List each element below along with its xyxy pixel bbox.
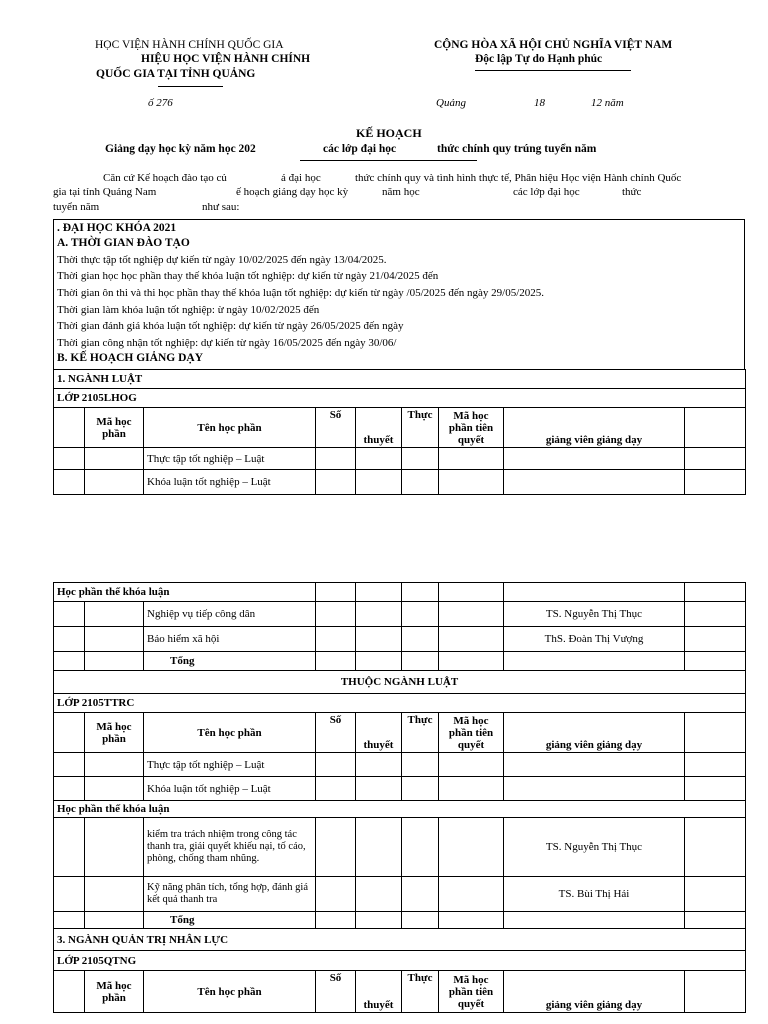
intro-text: tuyển năm (53, 201, 100, 213)
course-name: Kỹ năng phân tích, tổng hợp, đánh giá kết quả thanh tra (144, 877, 316, 912)
replacement-group: Học phần thế khóa luận (54, 583, 316, 602)
major-heading: THUỘC NGÀNH LUẬT (54, 671, 746, 694)
header-branch-1: HIỆU HỌC VIỆN HÀNH CHÍNH (141, 53, 311, 65)
col-lecturer: giảng viên giảng dạy (504, 713, 685, 753)
doc-day: 18 (534, 97, 545, 109)
doc-number: ố 276 (148, 97, 173, 109)
class-heading: LỚP 2105QTNG (54, 951, 746, 971)
col-course-code: Mã học phần (85, 408, 144, 448)
doc-title: KẾ HOẠCH (356, 126, 422, 140)
course-name: Khóa luận tốt nghiệp – Luật (144, 470, 316, 495)
doc-subtitle-a: Giảng dạy học kỳ năm học 202 (105, 143, 256, 155)
intro-text: thức (622, 186, 642, 198)
intro-text: năm học (382, 186, 420, 198)
time-line: Thời gian làm khóa luận tốt nghiệp: ừ ngày 10/02/2025 đến (57, 304, 320, 316)
intro-text: các lớp đại học (513, 186, 580, 198)
intro-text: gia tại tỉnh Quảng Nam (53, 186, 157, 198)
col-prerequisite: Mã học phần tiên quyết (439, 713, 504, 753)
time-heading: A. THỜI GIAN ĐÀO TẠO (57, 237, 190, 249)
total-label: Tổng (144, 652, 316, 671)
lecturer-name: ThS. Đoàn Thị Vượng (504, 627, 685, 652)
class-heading: LỚP 2105TTRC (54, 694, 746, 713)
section-heading: . ĐẠI HỌC KHÓA 2021 (57, 222, 177, 234)
time-line: Thời gian đánh giá khóa luận tốt nghiệp: dự kiến từ ngày 26/05/2025 đến ngày (57, 320, 404, 332)
time-line: Thời gian ôn thi và thi học phần thay thế khóa luận tốt nghiệp: dự kiến từ ngày /05/2025 đến ngày 29/05/2025. (57, 287, 544, 299)
col-lecturer: giảng viên giảng dạy (504, 408, 685, 448)
intro-text: Căn cứ Kế hoạch đào tạo củ (103, 172, 227, 184)
col-practice: Thực (402, 713, 439, 753)
lecturer-name: TS. Nguyễn Thị Thục (504, 818, 685, 877)
table-replacement-1 (53, 582, 746, 1013)
title-underline (300, 160, 477, 161)
time-line: Thời thực tập tốt nghiệp dự kiến từ ngày 10/02/2025 đến ngày 13/04/2025. (57, 254, 387, 266)
header-motto: Độc lập Tự do Hạnh phúc (475, 53, 603, 65)
lecturer-name: TS. Bùi Thị Hải (504, 877, 685, 912)
intro-text: ế hoạch giảng dạy học kỳ (236, 186, 349, 198)
major-heading: 3. NGÀNH QUẢN TRỊ NHÂN LỰC (54, 929, 746, 951)
major-heading: 1. NGÀNH LUẬT (54, 370, 746, 389)
col-theory: thuyết (356, 971, 402, 1013)
col-prerequisite: Mã học phần tiên quyết (439, 408, 504, 448)
col-course-code: Mã học phần (85, 971, 144, 1013)
course-name: Thực tập tốt nghiệp – Luật (144, 753, 316, 777)
col-theory: thuyết (356, 408, 402, 448)
doc-place: Quảng (436, 97, 466, 109)
intro-text: á đại học (281, 172, 321, 184)
doc-subtitle-b: các lớp đại học (323, 143, 397, 155)
col-practice: Thực (402, 971, 439, 1013)
col-course-code: Mã học phần (85, 713, 144, 753)
course-name: Khóa luận tốt nghiệp – Luật (144, 777, 316, 801)
header-left-underline (158, 86, 223, 87)
col-credits: Số (316, 408, 356, 448)
total-label: Tổng (144, 912, 316, 929)
col-course-name: Tên học phần (144, 971, 316, 1013)
doc-subtitle-c: thức chính quy trúng tuyển năm (437, 143, 597, 155)
plan-heading: B. KẾ HOẠCH GIẢNG DẠY (57, 352, 203, 364)
col-credits: Số (316, 713, 356, 753)
replacement-group: Học phần thế khóa luận (54, 801, 746, 818)
doc-month-year: 12 năm (591, 97, 624, 109)
col-theory: thuyết (356, 713, 402, 753)
header-nation: CỘNG HÒA XÃ HỘI CHỦ NGHĨA VIỆT NAM (434, 39, 673, 51)
header-right-underline (475, 70, 631, 71)
class-heading: LỚP 2105LHOG (54, 389, 746, 408)
course-name: Bảo hiểm xã hội (144, 627, 316, 652)
col-prerequisite: Mã học phần tiên quyết (439, 971, 504, 1013)
intro-text: như sau: (202, 201, 240, 213)
col-credits: Số (316, 971, 356, 1013)
col-lecturer: giảng viên giảng dạy (504, 971, 685, 1013)
course-name: kiểm tra trách nhiệm trong công tác thanh tra, giải quyết khiếu nại, tố cáo, phòng, chống tham nhũng. (144, 818, 316, 877)
col-practice: Thực (402, 408, 439, 448)
lecturer-name: TS. Nguyễn Thị Thục (504, 602, 685, 627)
course-name: Thực tập tốt nghiệp – Luật (144, 448, 316, 470)
time-line: Thời gian học học phần thay thế khóa luận tốt nghiệp: dự kiến từ ngày 21/04/2025 đến (57, 270, 439, 282)
intro-text: thức chính quy và tình hình thực tế, Phân hiệu Học viện Hành chính Quốc (355, 172, 682, 184)
time-line: Thời gian công nhận tốt nghiệp: dự kiến từ ngày 16/05/2025 đến ngày 30/06/ (57, 337, 397, 349)
col-course-name: Tên học phần (144, 408, 316, 448)
header-branch-2: QUỐC GIA TẠI TỈNH QUẢNG (96, 68, 256, 80)
table-major-1 (53, 369, 746, 495)
header-agency: HỌC VIỆN HÀNH CHÍNH QUỐC GIA (95, 39, 284, 51)
course-name: Nghiệp vụ tiếp công dân (144, 602, 316, 627)
col-course-name: Tên học phần (144, 713, 316, 753)
